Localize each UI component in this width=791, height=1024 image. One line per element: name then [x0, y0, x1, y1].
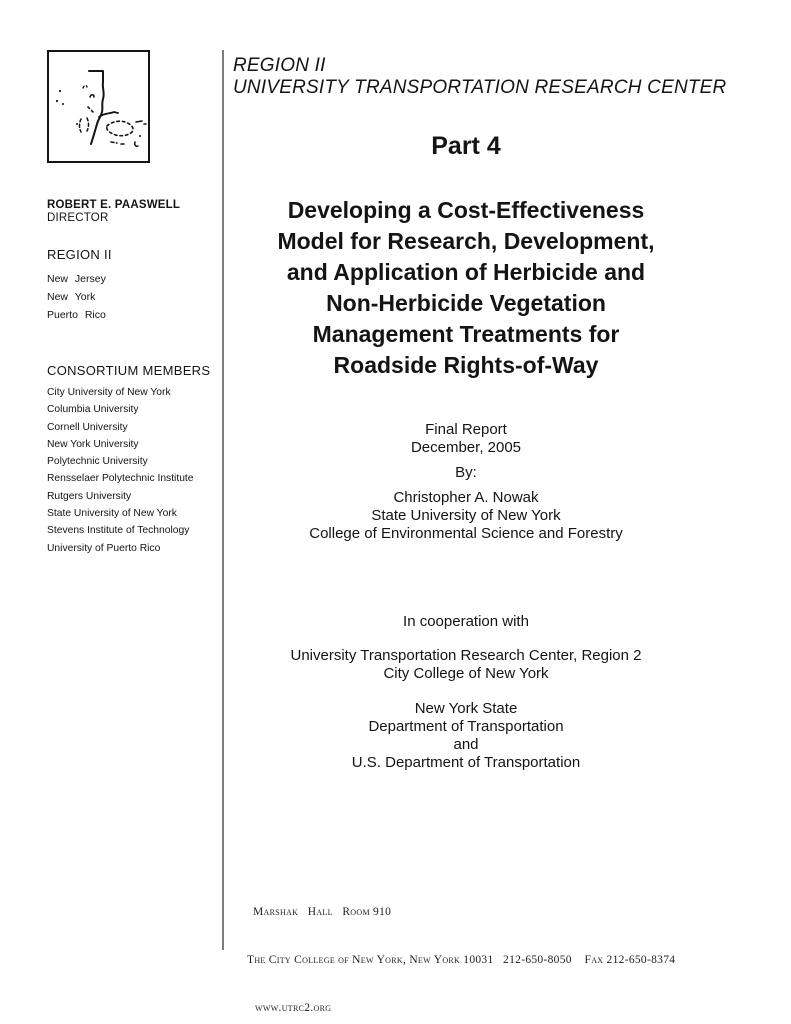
report-title [233, 195, 699, 381]
title-line: Model for Research, Development, [277, 228, 655, 254]
vertical-divider [222, 50, 224, 950]
report-meta [233, 421, 699, 457]
author-block [233, 489, 699, 543]
region-state: Puerto Rico [47, 309, 106, 321]
author-name: Christopher A. Nowak [393, 489, 539, 506]
title-line: Non-Herbicide Vegetation [326, 290, 606, 316]
cooperating-org-dot [233, 700, 699, 772]
report-type: Final Report [425, 421, 507, 438]
title-line: Management Treatments for [312, 321, 620, 347]
region-heading: REGION II [47, 247, 112, 262]
consortium-member: Columbia University [47, 404, 139, 416]
consortium-member: Cornell University [47, 421, 128, 433]
consortium-member: New York University [47, 438, 139, 450]
sidebar [47, 50, 219, 557]
region-map-icon [49, 52, 148, 161]
consortium-member: University of Puerto Rico [47, 542, 161, 554]
title-line: Roadside Rights-of-Way [333, 352, 599, 378]
cooperating-org-utrc [233, 647, 699, 683]
consortium-member: Rensselaer Polytechnic Institute [47, 473, 194, 485]
coop-org-line: City College of New York [383, 665, 549, 682]
director-title: DIRECTOR [47, 212, 109, 224]
consortium-member: Polytechnic University [47, 456, 148, 468]
main-content [233, 55, 727, 772]
logo-box [47, 50, 150, 163]
region-state: New York [47, 291, 96, 303]
cooperation-label: In cooperation with [403, 613, 529, 630]
coop-org-line: Department of Transportation [368, 718, 564, 735]
consortium-members-list [47, 384, 219, 557]
footer-website: www.utrc2.org [255, 1002, 332, 1014]
report-date: December, 2005 [410, 439, 522, 456]
footer-address-phone: The City College of New York, New York 10031 212-650-8050 Fax 212-650-8374 [247, 954, 676, 966]
region-states-list [47, 270, 219, 324]
part-label: Part 4 [431, 132, 501, 160]
director-name: ROBERT E. PAASWELL [47, 199, 181, 211]
title-line: Developing a Cost-Effectiveness [287, 197, 645, 223]
consortium-heading: CONSORTIUM MEMBERS [47, 363, 211, 378]
title-line: and Application of Herbicide and [286, 259, 646, 285]
consortium-member: State University of New York [47, 508, 177, 520]
coop-org-line: University Transportation Research Center, Region 2 [290, 647, 642, 664]
center-name-header [233, 55, 727, 99]
header-line-region: REGION II [233, 55, 326, 76]
consortium-member: City University of New York [47, 387, 171, 398]
author-affiliation-1: State University of New York [371, 507, 561, 524]
coop-org-line: and [453, 736, 479, 753]
footer-room: Marshak Hall Room 910 [253, 906, 392, 918]
author-affiliation-2: College of Environmental Science and Forestry [309, 525, 623, 542]
header-line-center: UNIVERSITY TRANSPORTATION RESEARCH CENTER [233, 77, 727, 98]
footer-address [247, 872, 675, 1024]
consortium-member: Stevens Institute of Technology [47, 525, 190, 537]
coop-org-line: U.S. Department of Transportation [351, 754, 581, 771]
coop-org-line: New York State [414, 700, 518, 717]
director-block [47, 199, 219, 225]
by-label: By: [455, 464, 477, 481]
consortium-member: Rutgers University [47, 490, 132, 502]
region-state: New Jersey [47, 273, 106, 285]
